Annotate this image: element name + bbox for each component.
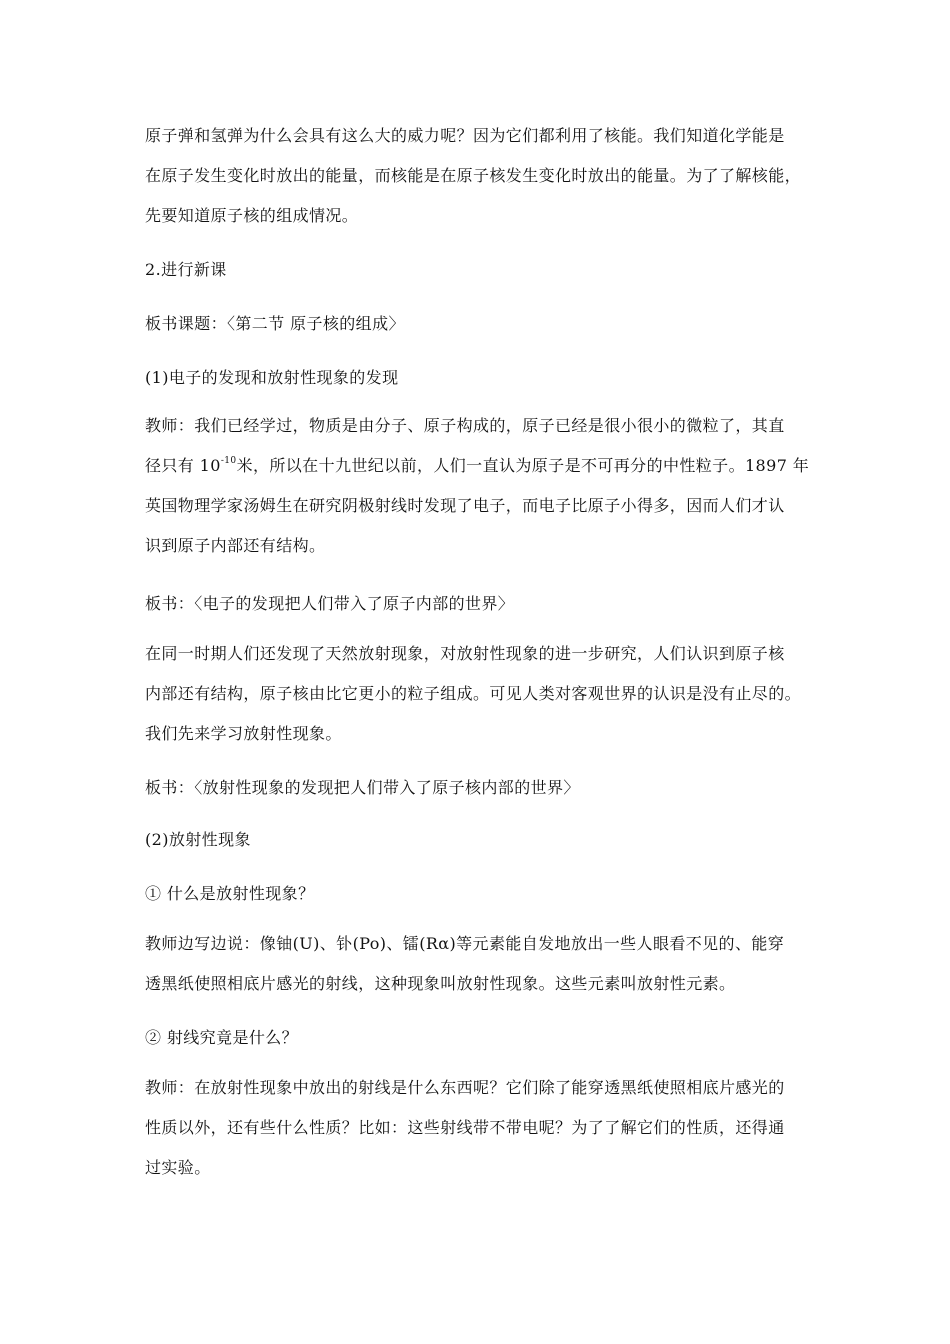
teacher1-line-1: 教师：我们已经学过，物质是由分子、原子构成的，原子已经是很小很小的微粒了，其直 [145,416,785,435]
subheading-2 [145,820,825,860]
exponent: -10 [220,455,237,466]
teacher3-line-3: 过实验。 [145,1158,211,1177]
subheading-1-text: (1)电子的发现和放射性现象的发现 [145,368,399,387]
paragraph-3 [145,634,825,754]
board-title-text: 板书课题：〈第二节 原子核的组成〉 [145,314,405,333]
teacher2-line-2: 透黑纸使照相底片感光的射线，这种现象叫放射性现象。这些元素叫放射性元素。 [145,974,736,993]
teacher1-line-4: 识到原子内部还有结构。 [145,536,326,555]
para3-line-2: 内部还有结构，原子核由比它更小的粒子组成。可见人类对客观世界的认识是没有止尽的。 [145,684,802,703]
question-2 [145,1018,825,1058]
board-note-3-text: 板书：〈放射性现象的发现把人们带入了原子核内部的世界〉 [145,778,580,797]
teacher-paragraph-2 [145,924,825,1004]
board-note-2 [145,584,825,624]
teacher3-line-2: 性质以外，还有些什么性质？比如：这些射线带不带电呢？为了了解它们的性质，还得通 [145,1118,785,1137]
teacher3-line-1: 教师：在放射性现象中放出的射线是什么东西呢？它们除了能穿透黑纸使照相底片感光的 [145,1078,785,1097]
teacher2-line-1: 教师边写边说：像铀(U)、钋(Po)、镭(Rα)等元素能自发地放出一些人眼看不见的、能穿 [145,934,785,953]
intro-line-1: 原子弹和氢弹为什么会具有这么大的威力呢？因为它们都利用了核能。我们知道化学能是 [145,126,785,145]
question-2-text: ② 射线究竟是什么？ [145,1028,299,1047]
teacher-paragraph-1 [145,406,825,566]
section-heading-2 [145,250,825,290]
teacher1-line-3: 英国物理学家汤姆生在研究阴极射线时发现了电子，而电子比原子小得多，因而人们才认 [145,496,785,515]
board-note-3 [145,768,825,808]
intro-line-3: 先要知道原子核的组成情况。 [145,206,359,225]
board-note-2-text: 板书：〈电子的发现把人们带入了原子内部的世界〉 [145,594,515,613]
question-1-text: ① 什么是放射性现象？ [145,884,315,903]
teacher1-line-2 [145,446,825,486]
teacher-paragraph-3 [145,1068,825,1188]
section-heading-text: 2.进行新课 [145,260,227,279]
board-title [145,304,825,344]
teacher1-line-2-post: 米，所以在十九世纪以前，人们一直认为原子是不可再分的中性粒子。1897 年 [236,456,810,475]
subheading-2-text: (2)放射性现象 [145,830,251,849]
subheading-1 [145,358,825,398]
para3-line-3: 我们先来学习放射性现象。 [145,724,342,743]
teacher1-line-2-pre: 径只有 10 [145,456,221,475]
intro-line-2: 在原子发生变化时放出的能量，而核能是在原子核发生变化时放出的能量。为了了解核能， [145,166,802,185]
para3-line-1: 在同一时期人们还发现了天然放射现象，对放射性现象的进一步研究，人们认识到原子核 [145,644,785,663]
question-1 [145,874,825,914]
intro-paragraph [145,116,825,236]
